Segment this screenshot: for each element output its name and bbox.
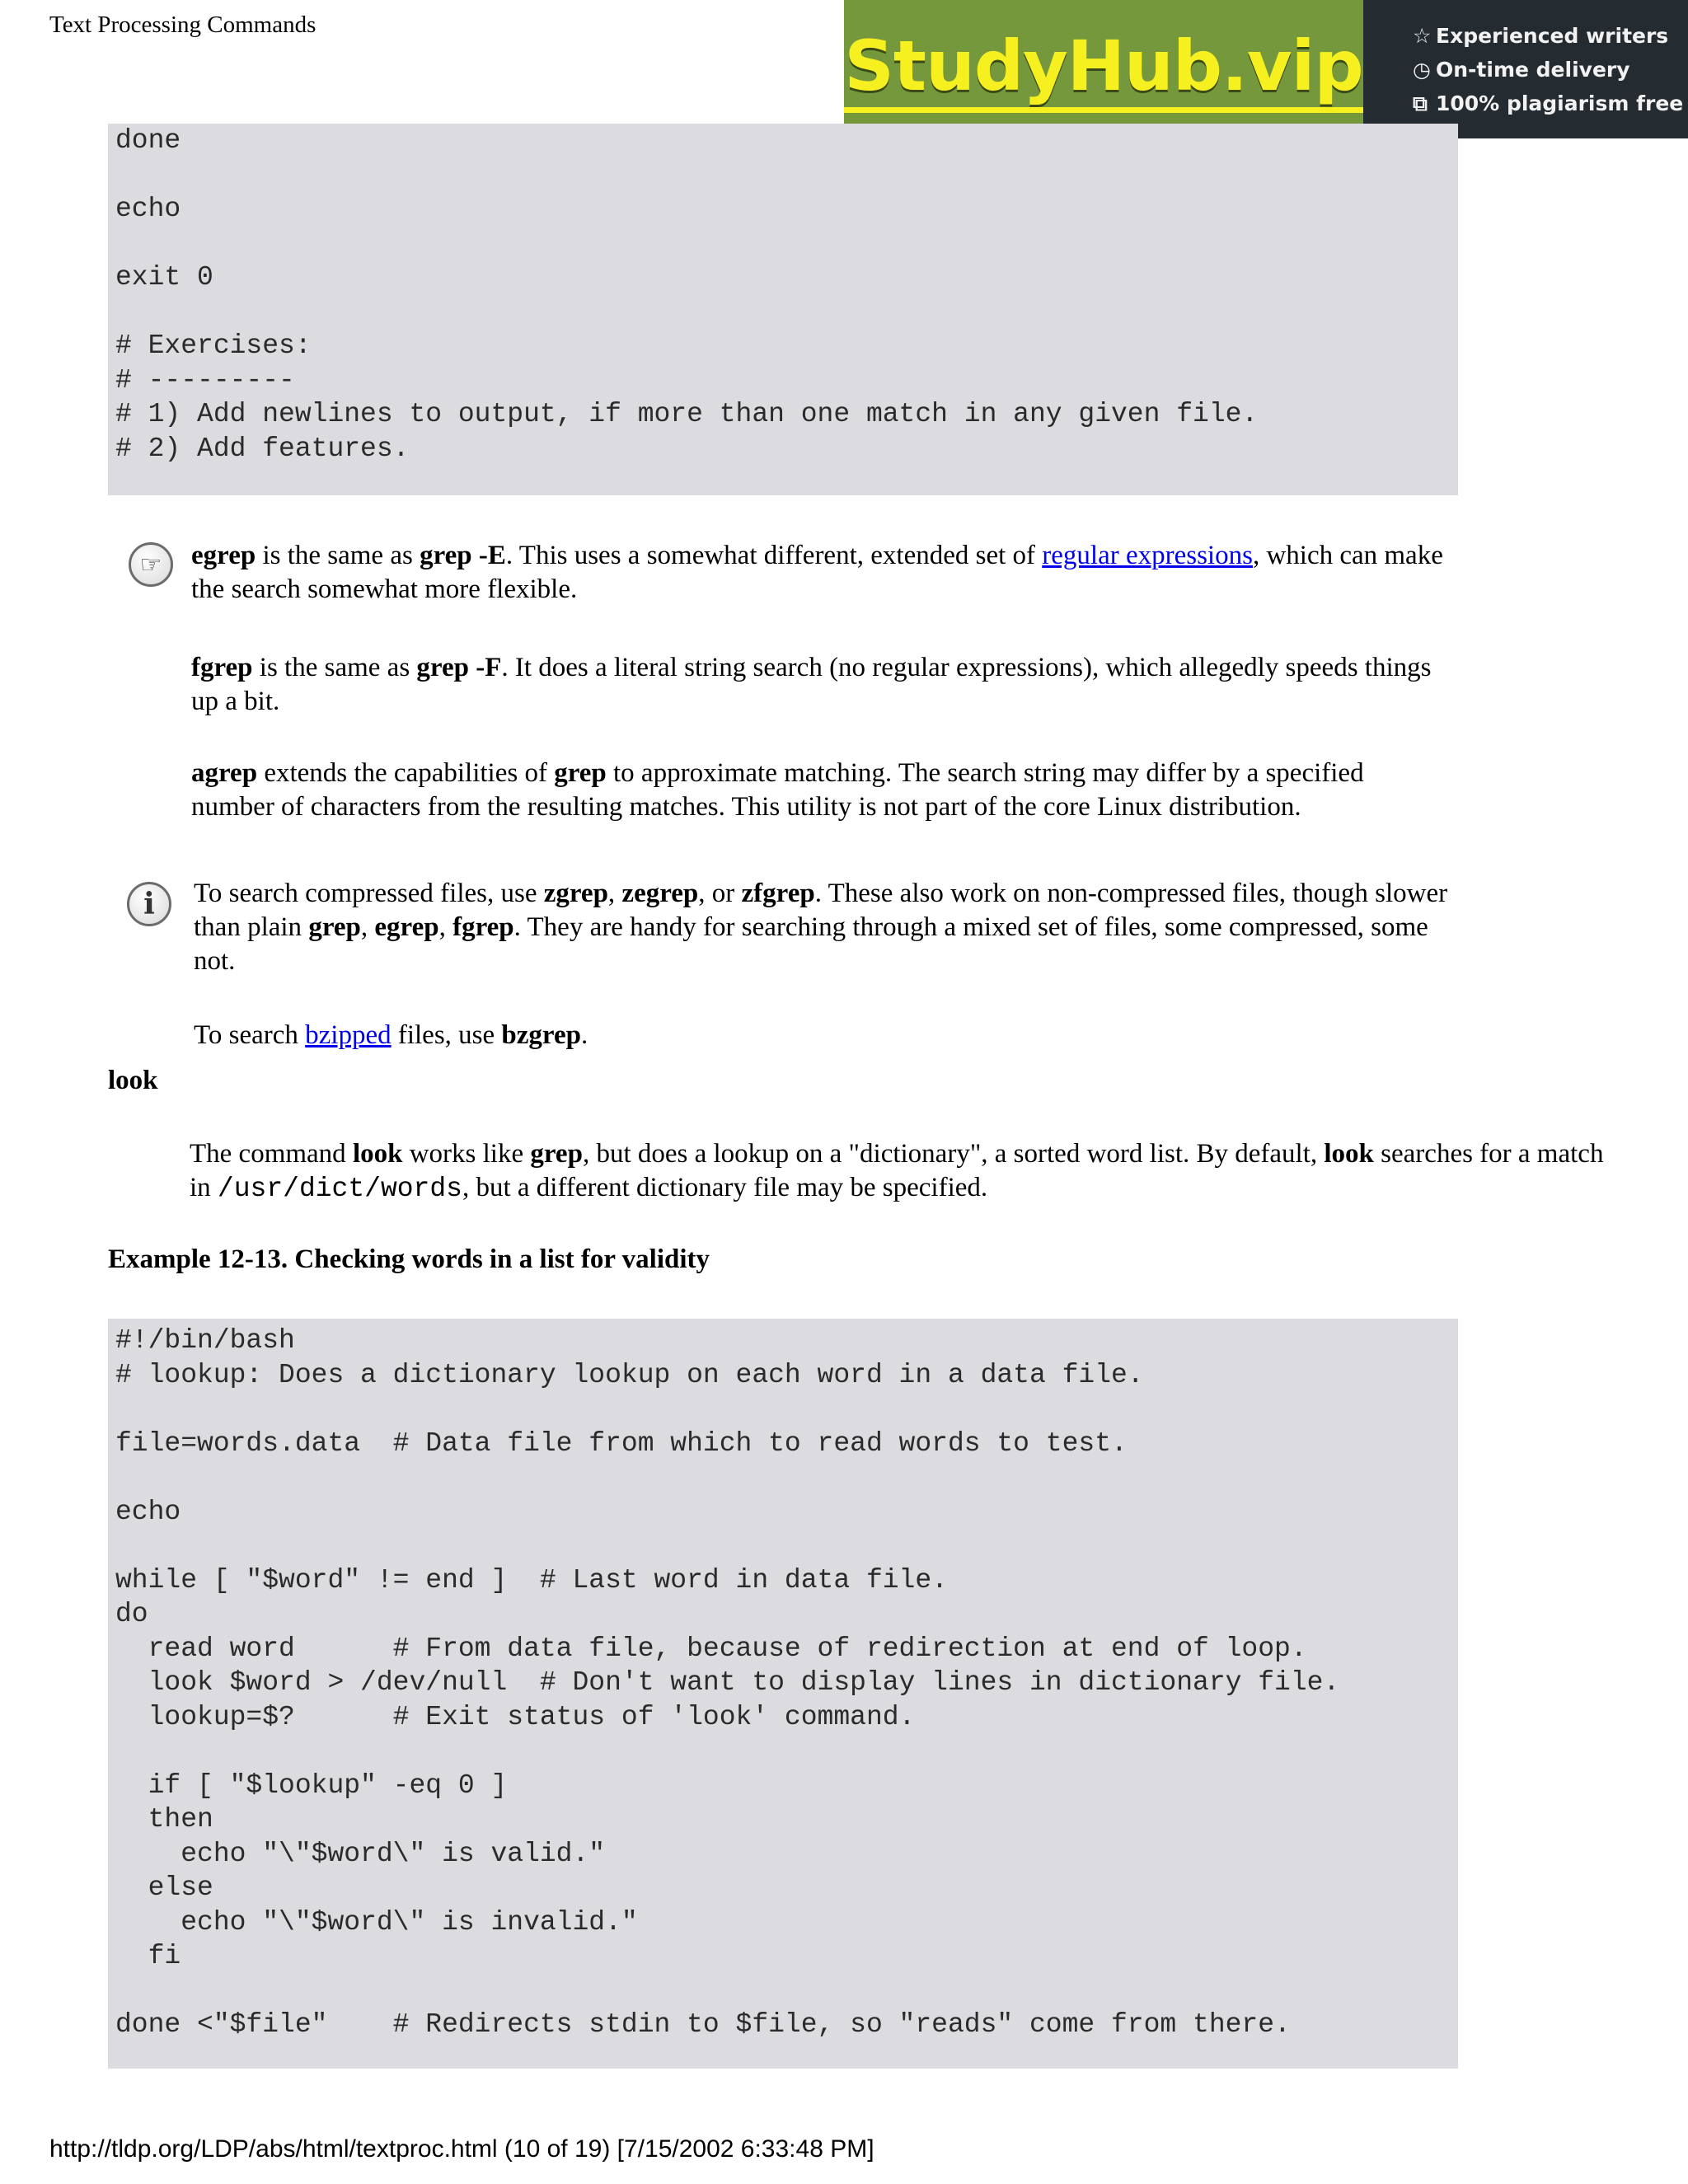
code-block-2: #!/bin/bash # lookup: Does a dictionary lookup on each word in a data file. file=words.data # Data file from which to read words to test. echo while [ "$word" != end ] # Last word in data file. do read word # From data file, because of redirection at end of loop. look $word > /dev/null # Don't want to display lines in dictionary file. lookup=$? # Exit status of 'look' command. if [ "$lookup" -eq 0 ] then echo "\"$word\" is valid." else echo "\"$word\" is invalid." fi done <"$file" # Redirects stdin to $file, so "reads" come from there. <box>108 1319 1458 2069</box>
note-egrep: egrep is the same as grep -E. This uses a somewhat different, extended set of regular expressions, which can make the search somewhat more flexible. <box>191 541 1443 604</box>
info-icon: i <box>127 882 171 926</box>
page-header: Text Processing Commands <box>49 12 316 38</box>
pointing-hand-icon: ☞ <box>129 542 173 587</box>
cmd-grep-f: grep -F <box>416 653 502 682</box>
ad-brand: StudyHub.vip <box>844 26 1362 113</box>
code-block-1: done echo exit 0 # Exercises: # --------- # 1) Add newlines to output, if more than one match in any given file. # 2) Add features. <box>108 124 1458 495</box>
note-compressed: To search compressed files, use zgrep, zegrep, or zfgrep. These also work on non-compressed files, though slower than plain grep, egrep, fgrep. They are handy for searching through a mixed set of files, some compressed, some not. <box>194 879 1448 976</box>
cmd-grep-e: grep -E <box>420 541 506 570</box>
advertisement-banner[interactable] <box>844 0 1688 138</box>
ad-feature-list <box>1363 0 1688 138</box>
cmd-agrep: agrep <box>191 758 258 788</box>
ad-feature: ◷ On-time delivery <box>1413 55 1688 89</box>
para-agrep: agrep extends the capabilities of grep to approximate matching. The search string may differ by a specified number of characters from the resulting matches. This utility is not part of the core Linux distribution. <box>191 758 1364 822</box>
para-fgrep: fgrep is the same as grep -F. It does a literal string search (no regular expressions), which allegedly speeds things up a bit. <box>191 653 1432 716</box>
regular-expressions-link[interactable]: regular expressions <box>1042 541 1253 570</box>
para-look: The command look works like grep, but does a lookup on a "dictionary", a sorted word list. By default, look searches for a match in /usr/dict/words, but a different dictionary file may be specified. <box>190 1139 1604 1204</box>
page-footer: http://tldp.org/LDP/abs/html/textproc.html (10 of 19) [7/15/2002 6:33:48 PM] <box>49 2135 874 2163</box>
example-title: Example 12-13. Checking words in a list for validity <box>108 1244 710 1274</box>
ad-feature: ☆ Experienced writers <box>1413 21 1688 55</box>
term-look: look <box>108 1066 158 1095</box>
star-icon: ☆ <box>1413 24 1432 48</box>
ad-logo[interactable] <box>844 0 1363 138</box>
ad-feature: ⧉ 100% plagiarism free <box>1413 89 1688 123</box>
clock-icon: ◷ <box>1413 58 1431 82</box>
copy-icon: ⧉ <box>1413 91 1428 115</box>
cmd-egrep: egrep <box>191 541 256 570</box>
cmd-grep: grep <box>554 758 607 788</box>
cmd-fgrep: fgrep <box>191 653 253 682</box>
bzipped-link[interactable]: bzipped <box>305 1020 392 1050</box>
para-bzgrep: To search bzipped files, use bzgrep. <box>194 1020 588 1050</box>
dict-path: /usr/dict/words <box>217 1174 462 1204</box>
